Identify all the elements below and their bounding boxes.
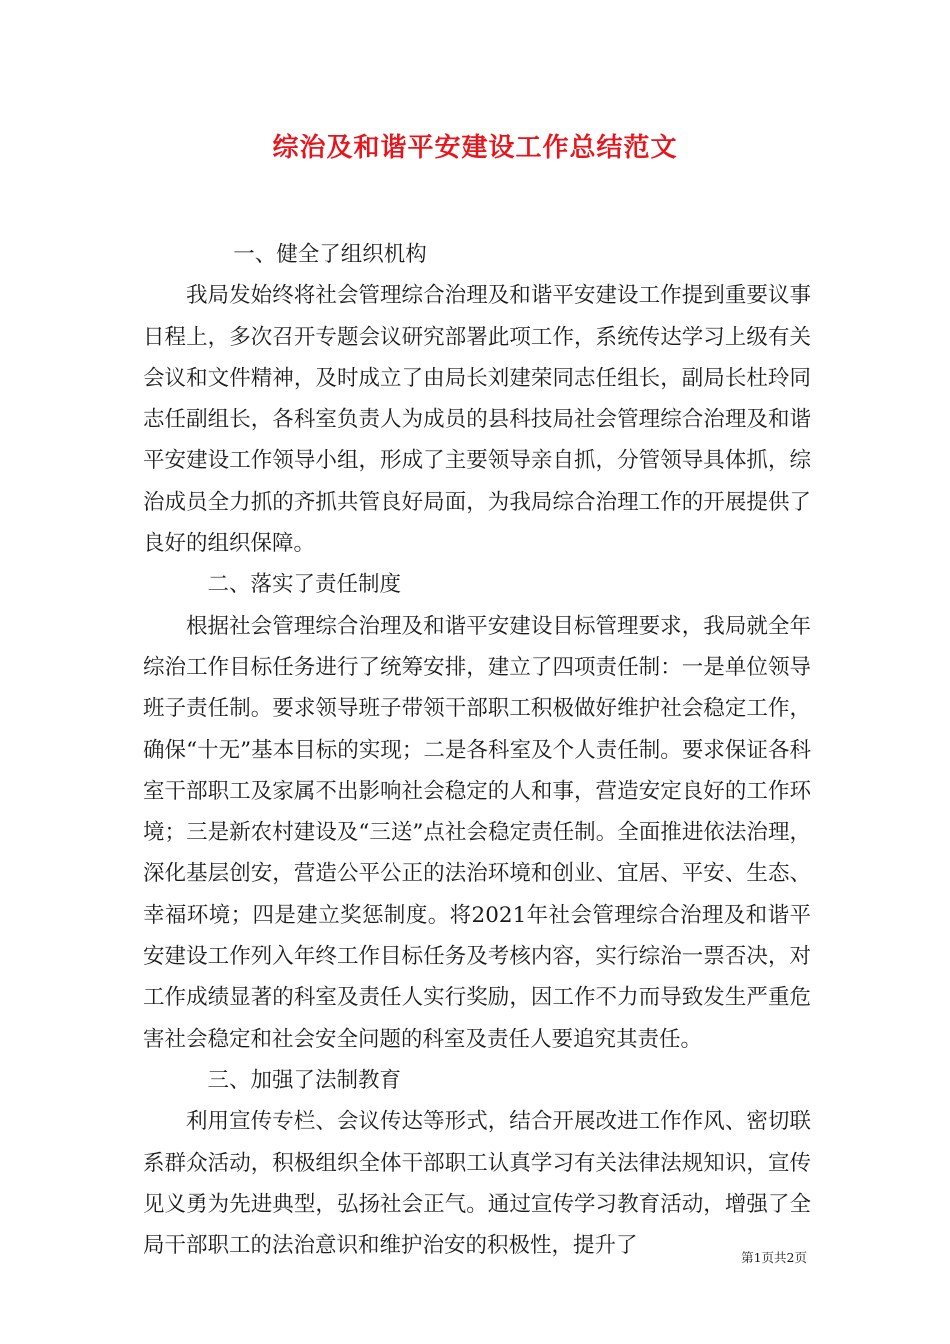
section-paragraph-1: 我局发始终将社会管理综合治理及和谐平安建设工作提到重要议事日程上，多次召开专题会议研究部署此项工作，系统传达学习上级有关会议和文件精神，及时成立了由局长刘建荣同志任组长，副局长杜玲同志任副组长，各科室负责人为成员的县科技局社会管理综合治理及和谐平安建设工作领导小组，形成了主要领导亲自抓，分管领导具体抓，综治成员全力抓的齐抓共管良好局面，为我局综合治理工作的开展提供了良好的组织保障。	[143, 283, 811, 557]
section-paragraph-2: 根据社会管理综合治理及和谐平安建设目标管理要求，我局就全年综治工作目标任务进行了统筹安排，建立了四项责任制：一是单位领导班子责任制。要求领导班子带领干部职工积极做好维护社会稳定工作，确保“十无”基本目标的实现；二是各科室及个人责任制。要求保证各科室干部职工及家属不出影响社会稳定的人和事，营造安定良好的工作环境；三是新农村建设及“三送”点社会稳定责任制。全面推进依法治理，深化基层创安，营造公平公正的法治环境和创业、宜居、平安、生态、幸福环境；四是建立奖惩制度。将2021年社会管理综合治理及和谐平安建设工作列入年终工作目标任务及考核内容，实行综治一票否决，对工作成绩显著的科室及责任人实行奖励，因工作不力而导致发生严重危害社会稳定和社会安全问题的科室及责任人要追究其责任。	[143, 613, 811, 1052]
section-heading-3: 三、加强了法制教育	[207, 1067, 402, 1093]
section-heading-1: 一、健全了组织机构	[233, 242, 427, 267]
section-paragraph-3: 利用宣传专栏、会议传达等形式，结合开展改进工作作风、密切联系群众活动，积极组织全体干部职工认真学习有关法律法规知识，宣传见义勇为先进典型，弘扬社会正气。通过宣传学习教育活动，增强了全局干部职工的法治意识和维护治安的积极性，提升了	[143, 1109, 811, 1259]
page-number-footer: 第1页共2页	[741, 1250, 807, 1265]
section-heading-2: 二、落实了责任制度	[207, 572, 402, 598]
document-body	[143, 234, 811, 1266]
document-title: 综治及和谐平安建设工作总结范文	[272, 133, 678, 163]
